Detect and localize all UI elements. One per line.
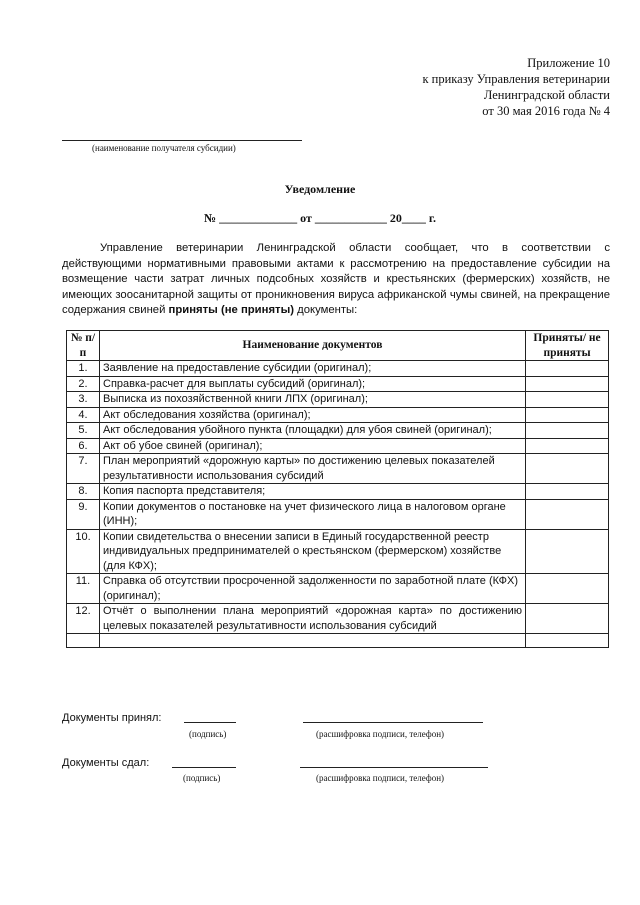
row-status: [526, 438, 609, 454]
table-row: [67, 438, 609, 454]
documents-table: [66, 330, 609, 648]
intro-text: Управление ветеринарии Ленинградской области сообщает, что в соответствии с действующими нормативными правовыми актами к рассмотрению на предоставление субсидии на возмещение части затрат личных подсобных хозяйств и крестьянских (фермерских) хозяйств, не имеющих зоосанитарной защиты от проникновения вируса африканской чумы свиней, на прекращение содержания свиней: [62, 242, 610, 316]
submitted-decode-caption: (расшифровка подписи, телефон): [316, 773, 445, 783]
table-row: [67, 361, 609, 377]
submitted-label: Документы сдал:: [62, 757, 150, 769]
row-num: 3.: [67, 392, 100, 408]
annex-line-4: от 30 мая 2016 года № 4: [482, 104, 610, 118]
submitted-signature-line: [172, 767, 236, 768]
table-row: [67, 499, 609, 529]
header-num: № п/п: [67, 331, 100, 361]
table-row: [67, 376, 609, 392]
row-status: [526, 604, 609, 634]
table-row: [67, 423, 609, 439]
row-num: 1.: [67, 361, 100, 377]
row-status-empty: [526, 634, 609, 648]
row-status: [526, 484, 609, 500]
row-status: [526, 392, 609, 408]
notice-title: Уведомление: [284, 182, 356, 196]
table-row: [67, 574, 609, 604]
row-name: Заявление на предоставление субсидии (оригинал);: [100, 361, 526, 377]
table-row: [67, 392, 609, 408]
row-name: Копии свидетельства о внесении записи в Единый государственной реестр индивидуальных предпринимателей о крестьянском (фермерском) хозяйстве (для КФХ);: [100, 529, 526, 574]
table-row: [67, 454, 609, 484]
row-name: Акт об убое свиней (оригинал);: [100, 438, 526, 454]
row-num: 11.: [67, 574, 100, 604]
accepted-label: Документы принял:: [62, 712, 162, 724]
row-num: 10.: [67, 529, 100, 574]
row-status: [526, 361, 609, 377]
row-status: [526, 407, 609, 423]
row-num: 8.: [67, 484, 100, 500]
row-num: 6.: [67, 438, 100, 454]
accepted-signature-line: [184, 722, 236, 723]
annex-line-1: Приложение 10: [527, 56, 610, 70]
table-row-empty: [67, 634, 609, 648]
row-name: Справка-расчет для выплаты субсидий (оригинал);: [100, 376, 526, 392]
row-num: 4.: [67, 407, 100, 423]
row-num-empty: [67, 634, 100, 648]
row-num: 9.: [67, 499, 100, 529]
row-status: [526, 499, 609, 529]
row-num: 12.: [67, 604, 100, 634]
table-row: [67, 484, 609, 500]
row-status: [526, 454, 609, 484]
row-status: [526, 423, 609, 439]
table-header-row: [67, 331, 609, 361]
row-name-empty: [100, 634, 526, 648]
row-name: Отчёт о выполнении плана мероприятий «дорожная карта» по достижению целевых показателей результативности использования субсидий: [100, 604, 526, 634]
row-num: 5.: [67, 423, 100, 439]
row-name: Акт обследования убойного пункта (площадки) для убоя свиней (оригинал);: [100, 423, 526, 439]
row-name: Копия паспорта представителя;: [100, 484, 526, 500]
row-status: [526, 529, 609, 574]
intro-text-end: документы:: [293, 304, 358, 316]
row-status: [526, 376, 609, 392]
row-name: Копии документов о постановке на учет физического лица в налоговом органе (ИНН);: [100, 499, 526, 529]
row-status: [526, 574, 609, 604]
submitted-decode-line: [300, 767, 488, 768]
row-num: 7.: [67, 454, 100, 484]
notice-number-line: № _____________ от ____________ 20____ г.: [204, 211, 436, 225]
header-name: Наименование документов: [100, 331, 526, 361]
table-row: [67, 604, 609, 634]
annex-line-2: к приказу Управления ветеринарии: [422, 72, 610, 86]
table-row: [67, 529, 609, 574]
accepted-decode-line: [303, 722, 483, 723]
submitted-signature-caption: (подпись): [183, 773, 221, 783]
recipient-caption: (наименование получателя субсидии): [92, 143, 236, 153]
annex-header: [422, 55, 610, 119]
accepted-decode-caption: (расшифровка подписи, телефон): [316, 729, 445, 739]
row-name: Акт обследования хозяйства (оригинал);: [100, 407, 526, 423]
row-name: Справка об отсутствии просроченной задолженности по заработной плате (КФХ) (оригинал);: [100, 574, 526, 604]
header-status: Приняты/ не приняты: [526, 331, 609, 361]
table-row: [67, 407, 609, 423]
intro-bold-text: приняты (не приняты): [168, 304, 294, 316]
annex-line-3: Ленинградской области: [483, 88, 610, 102]
row-name: Выписка из похозяйственной книги ЛПХ (оригинал);: [100, 392, 526, 408]
row-name: План мероприятий «дорожную карты» по достижению целевых показателей результативности использования субсидий: [100, 454, 526, 484]
accepted-signature-caption: (подпись): [189, 729, 227, 739]
row-num: 2.: [67, 376, 100, 392]
recipient-name-line: [62, 140, 302, 141]
intro-paragraph: [62, 241, 610, 319]
